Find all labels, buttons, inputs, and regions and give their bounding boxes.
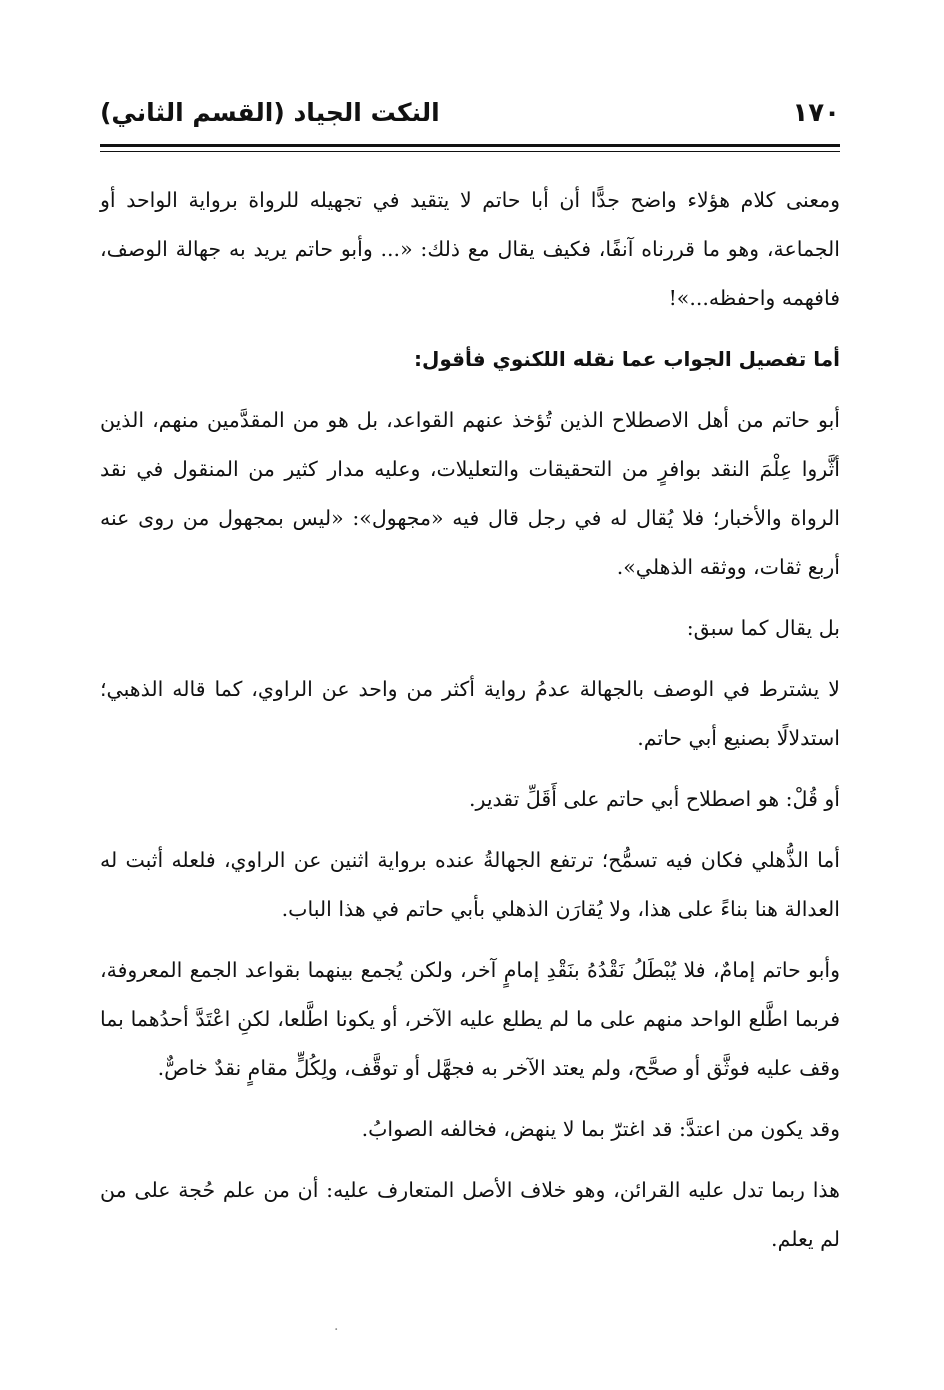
header-rule-thick: [100, 144, 840, 147]
paragraph: وأبو حاتم إمامٌ، فلا يُبْطَلُ نَقْدُهُ بنَقْدِ إمامٍ آخر، ولكن يُجمع بينهما بقواعد الجمع المعروفة، فربما اطَّلع الواحد منهم على ما لم يطلع عليه الآخر، أو يكونا اطَّلعا، لكنِ اعْتَدَّ أحدُهما بما وقف عليه فوثَّق أو صحَّح، ولم يعتد الآخر به فجهَّل أو توقَّف، ولِكُلٍّ مقامٍ نقدٌ خاصٌّ.: [100, 958, 840, 1080]
paragraph: أو قُلْ: هو اصطلاح أبي حاتم على أَقَلِّ تقدير.: [469, 787, 840, 811]
page-speck: ·: [334, 1322, 339, 1338]
paragraph: هذا ربما تدل عليه القرائن، وهو خلاف الأصل المتعارف عليه: أن من علم حُجة على من لم يعلم.: [100, 1178, 840, 1251]
page-number: ١٧٠: [792, 98, 840, 128]
page-header: [100, 96, 840, 136]
paragraph: بل يقال كما سبق:: [686, 616, 840, 640]
running-title: النكت الجياد (القسم الثاني): [100, 98, 440, 127]
paragraph: لا يشترط في الوصف بالجهالة عدمُ رواية أكثر من واحد عن الراوي، كما قاله الذهبي؛ استدلالًا بصنيع أبي حاتم.: [100, 677, 840, 750]
paragraph: أما الذُّهلي فكان فيه تسمُّح؛ ترتفع الجهالةُ عنده برواية اثنين عن الراوي، فلعله أثبت له العدالة هنا بناءً على هذا، ولا يُقارَن الذهلي بأبي حاتم في هذا الباب.: [100, 848, 840, 921]
section-heading: أما تفصيل الجواب عما نقله اللكنوي فأقول:: [414, 347, 840, 371]
body-text: [100, 176, 840, 1276]
paragraph: أبو حاتم من أهل الاصطلاح الذين تُؤخذ عنهم القواعد، بل هو من المقدَّمين منهم، الذين أثَّروا عِلْمَ النقد بوافرٍ من التحقيقات والتعليلات، وعليه مدار كثير من المنقول في نقد الرواة والأخبار؛ فلا يُقال له في رجل قال فيه «مجهول»: «ليس بمجهول من روى عنه أربع ثقات، ووثقه الذهلي».: [100, 408, 840, 579]
paragraph: ومعنى كلام هؤلاء واضح جدًّا أن أبا حاتم لا يتقيد في تجهيله للرواة برواية الواحد أو الجماعة، وهو ما قررناه آنفًا، فكيف يقال مع ذلك: «... وأبو حاتم يريد به جهالة الوصف، فافهمه واحفظه...»!: [100, 188, 840, 310]
header-rule-thin: [100, 151, 840, 152]
paragraph: وقد يكون من اعتدَّ: قد اغترّ بما لا ينهض، فخالفه الصوابُ.: [361, 1117, 840, 1141]
